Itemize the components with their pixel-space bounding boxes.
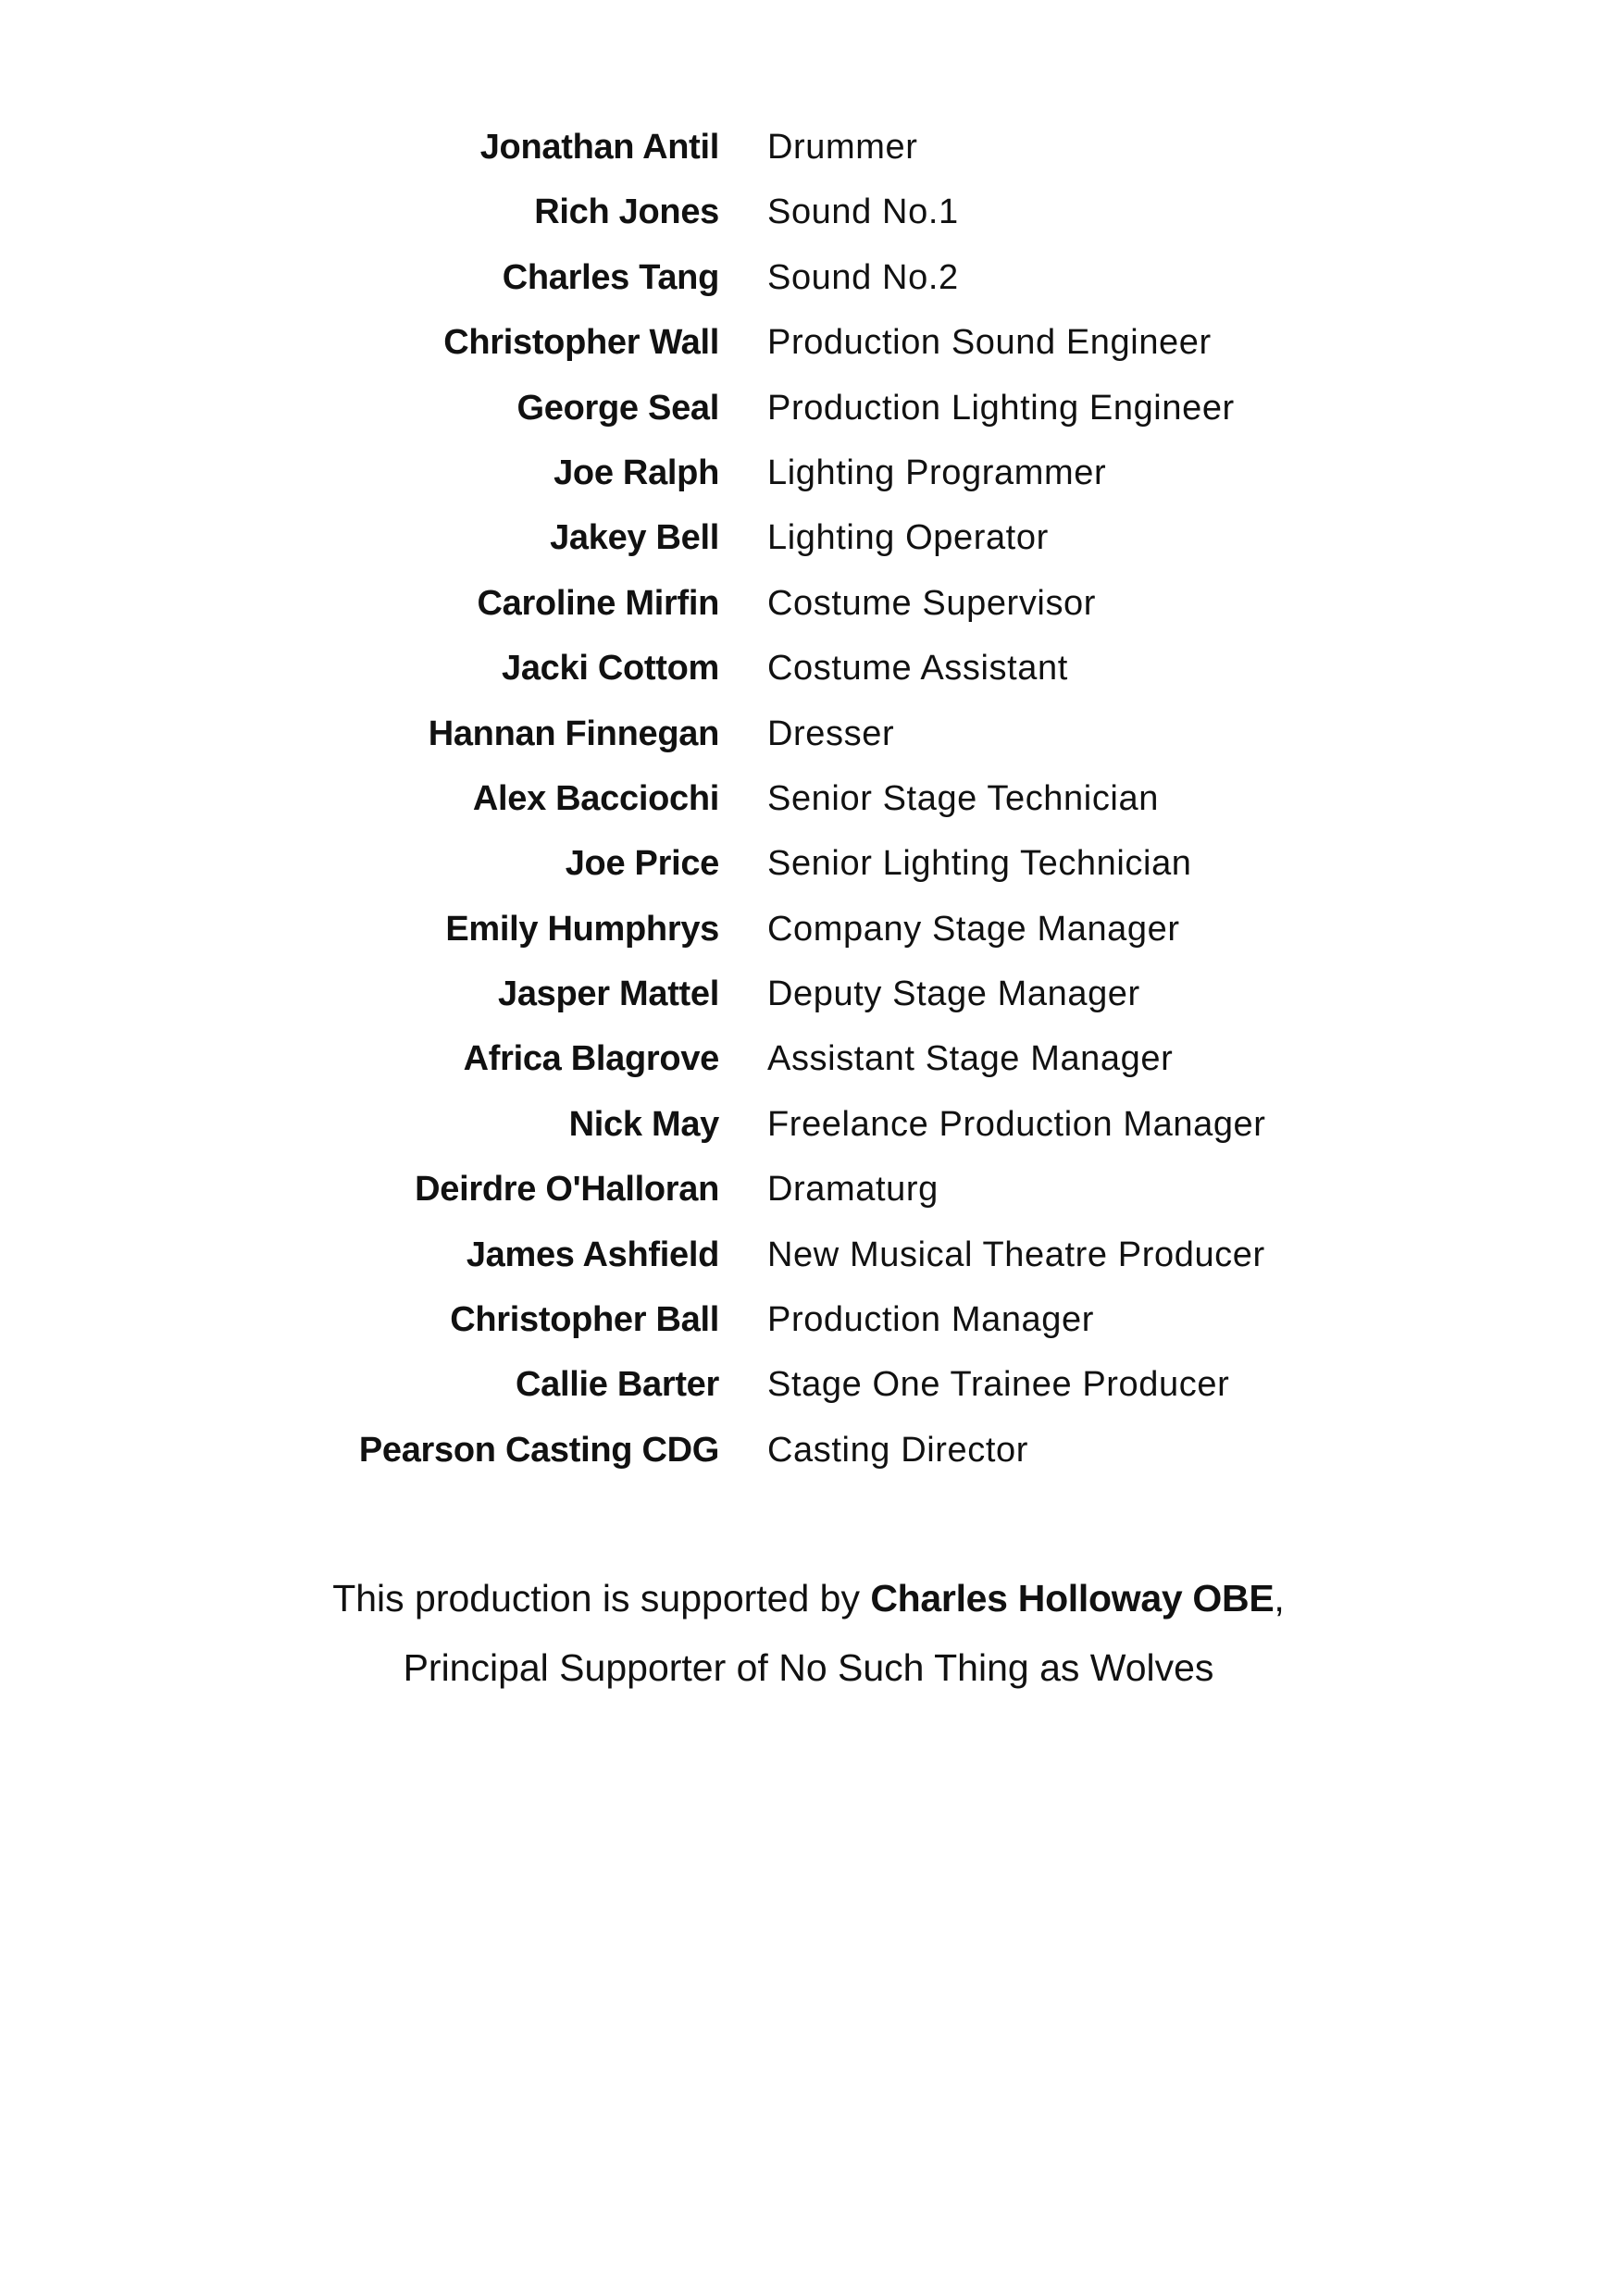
credit-row bbox=[0, 1226, 1617, 1291]
credit-row bbox=[0, 249, 1617, 314]
credit-name: Jacki Cottom bbox=[501, 649, 719, 689]
credit-row bbox=[0, 1291, 1617, 1356]
credit-role: Sound No.1 bbox=[767, 192, 959, 232]
credit-row bbox=[0, 314, 1617, 379]
credit-row bbox=[0, 575, 1617, 639]
credit-role: New Musical Theatre Producer bbox=[767, 1235, 1265, 1274]
credit-row bbox=[0, 705, 1617, 770]
credit-name: Joe Ralph bbox=[554, 453, 719, 492]
credit-name: Callie Barter bbox=[516, 1365, 719, 1405]
credit-row bbox=[0, 1421, 1617, 1486]
credit-role: Drummer bbox=[767, 128, 918, 167]
credit-name: Deirdre O'Halloran bbox=[415, 1170, 719, 1210]
credit-row bbox=[0, 965, 1617, 1030]
credit-name: George Seal bbox=[516, 388, 719, 428]
credit-role: Production Manager bbox=[767, 1300, 1095, 1340]
credit-name: Caroline Mirfin bbox=[477, 583, 719, 623]
credit-name: Jasper Mattel bbox=[498, 974, 719, 1014]
credit-row bbox=[0, 900, 1617, 965]
credit-row bbox=[0, 639, 1617, 704]
credit-role: Deputy Stage Manager bbox=[767, 974, 1140, 1014]
credit-role: Production Sound Engineer bbox=[767, 323, 1212, 363]
credits-list bbox=[0, 118, 1617, 1486]
credit-role: Sound No.2 bbox=[767, 257, 959, 297]
credit-role: Costume Assistant bbox=[767, 649, 1068, 689]
credit-role: Assistant Stage Manager bbox=[767, 1039, 1174, 1079]
credit-name: Charles Tang bbox=[502, 257, 719, 297]
credit-row bbox=[0, 444, 1617, 509]
credit-role: Company Stage Manager bbox=[767, 909, 1180, 949]
credit-name: Hannan Finnegan bbox=[428, 714, 719, 753]
credit-row bbox=[0, 1096, 1617, 1160]
credit-role: Casting Director bbox=[767, 1430, 1029, 1470]
credit-name: James Ashfield bbox=[466, 1235, 719, 1274]
support-line-2: Principal Supporter of No Such Thing as Wolves bbox=[403, 1646, 1214, 1689]
credit-row bbox=[0, 509, 1617, 574]
support-line-1 bbox=[0, 1564, 1617, 1633]
credit-row bbox=[0, 835, 1617, 900]
credit-role: Costume Supervisor bbox=[767, 583, 1097, 623]
credit-role: Lighting Operator bbox=[767, 518, 1049, 558]
credit-role: Production Lighting Engineer bbox=[767, 388, 1235, 428]
credit-name: Emily Humphrys bbox=[445, 909, 719, 949]
credit-role: Dresser bbox=[767, 714, 895, 753]
credit-role: Lighting Programmer bbox=[767, 453, 1107, 492]
credit-name: Nick May bbox=[568, 1104, 719, 1144]
credit-name: Christopher Wall bbox=[443, 323, 719, 363]
credit-name: Jakey Bell bbox=[550, 518, 719, 558]
supporter-name: Charles Holloway OBE bbox=[870, 1577, 1275, 1620]
credit-row bbox=[0, 1160, 1617, 1225]
credit-role: Senior Stage Technician bbox=[767, 778, 1159, 818]
credit-row bbox=[0, 118, 1617, 183]
credit-row bbox=[0, 1030, 1617, 1095]
support-prefix: This production is supported by bbox=[332, 1577, 871, 1620]
credit-row bbox=[0, 770, 1617, 835]
credit-name: Alex Bacciochi bbox=[472, 778, 719, 818]
support-suffix: , bbox=[1274, 1577, 1285, 1620]
support-statement bbox=[0, 1564, 1617, 1703]
credit-row bbox=[0, 183, 1617, 248]
credit-name: Joe Price bbox=[565, 844, 719, 884]
credit-row bbox=[0, 1356, 1617, 1421]
credit-name: Africa Blagrove bbox=[463, 1039, 719, 1079]
credit-name: Jonathan Antil bbox=[479, 128, 719, 167]
credit-role: Dramaturg bbox=[767, 1170, 939, 1210]
credit-role: Stage One Trainee Producer bbox=[767, 1365, 1230, 1405]
credit-row bbox=[0, 379, 1617, 444]
credit-name: Pearson Casting CDG bbox=[358, 1430, 719, 1470]
credit-role: Freelance Production Manager bbox=[767, 1104, 1266, 1144]
credit-role: Senior Lighting Technician bbox=[767, 844, 1192, 884]
credit-name: Rich Jones bbox=[534, 192, 719, 232]
credit-name: Christopher Ball bbox=[450, 1300, 719, 1340]
